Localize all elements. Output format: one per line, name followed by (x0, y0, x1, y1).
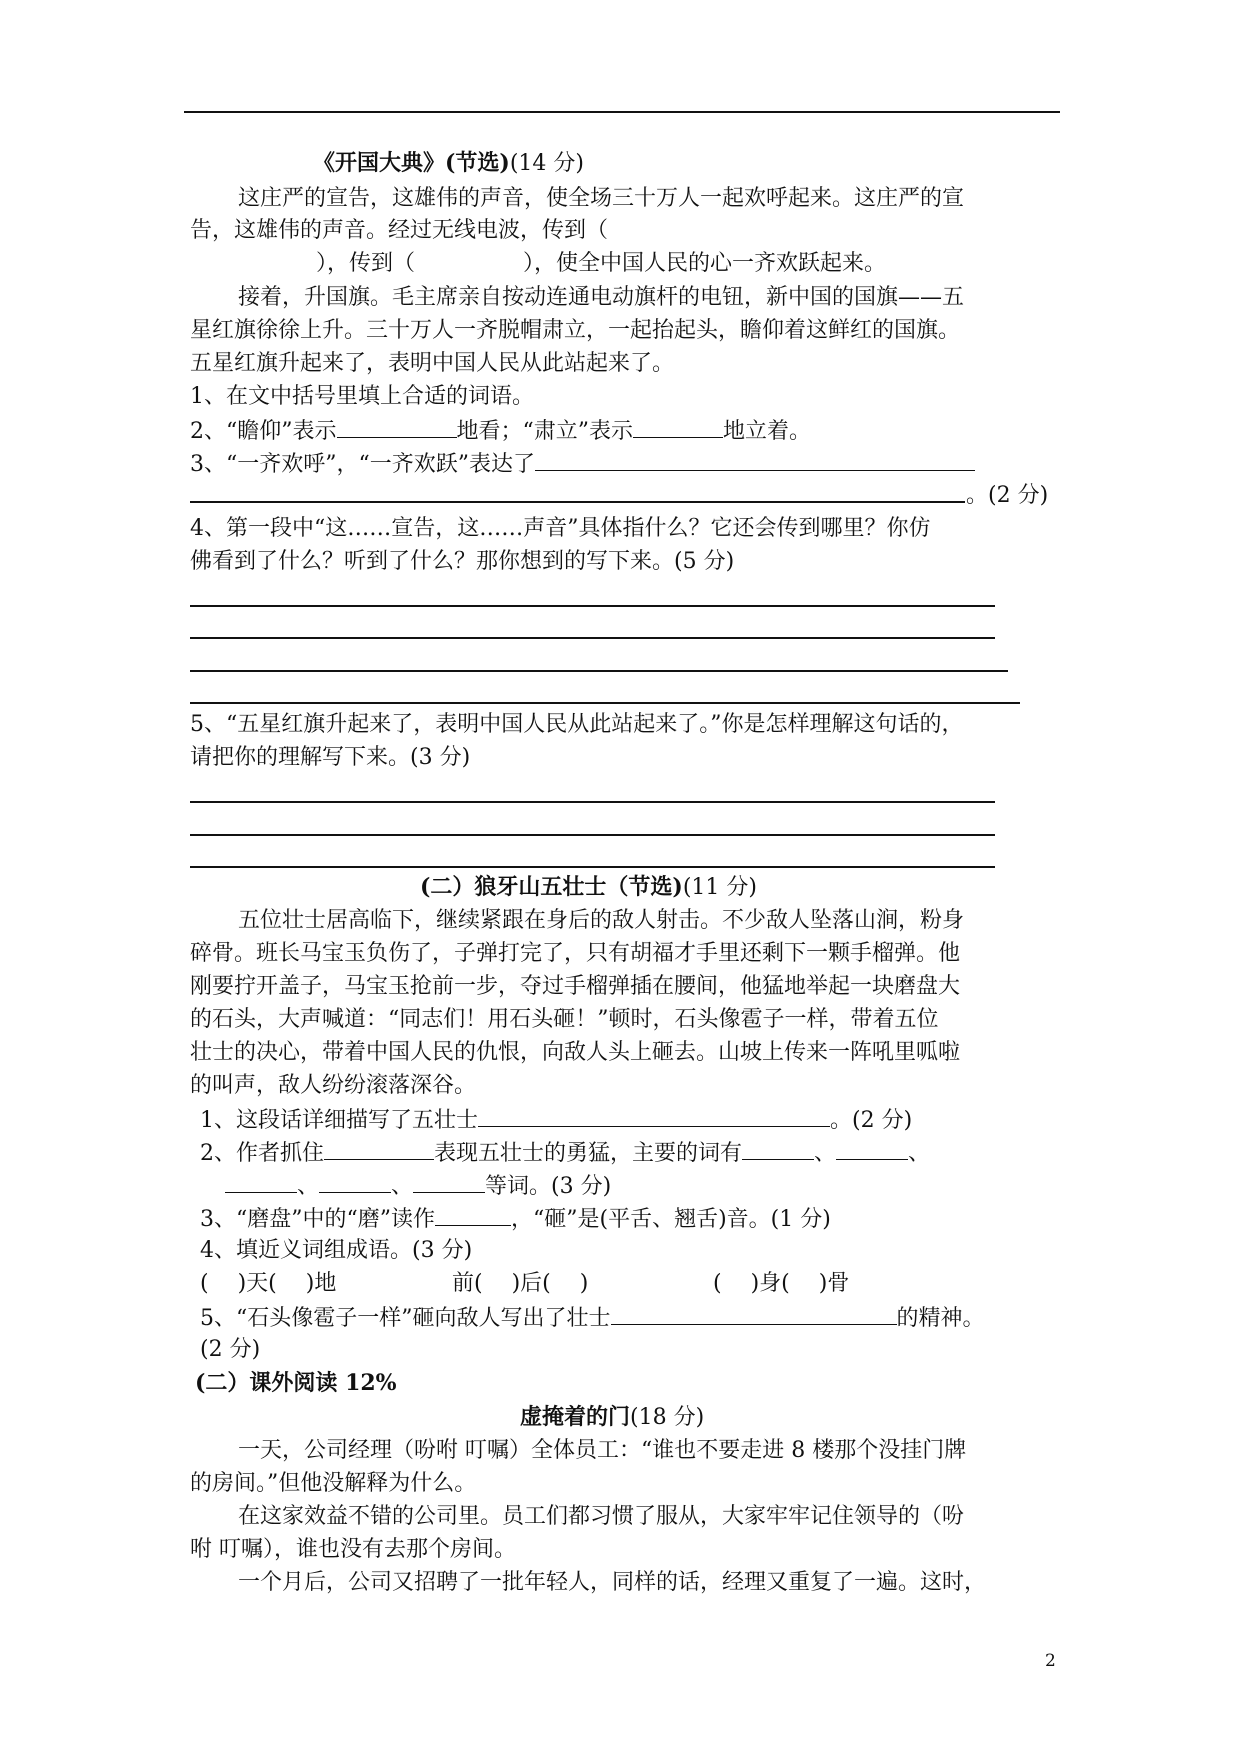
s3-p1-line1: 一天，公司经理（吩咐 叮嘱）全体员工：“谁也不要走进 8 楼那个没挂门牌 (238, 1438, 967, 1463)
answer-line[interactable] (190, 702, 1020, 704)
s2-q2-line1 (200, 1137, 930, 1169)
answer-line[interactable] (190, 670, 1008, 672)
s2-q4: 4、填近义词组成语。(3 分) (200, 1238, 473, 1263)
s1-q5-line2: 请把你的理解写下来。(3 分) (190, 745, 471, 770)
section3-score: (18 分) (630, 1405, 705, 1430)
s2-q4-idiom1: ( )天( )地 (200, 1271, 337, 1296)
s3-p3-line1: 一个月后，公司又招聘了一批年轻人，同样的话，经理又重复了一遍。这时， (238, 1570, 987, 1595)
s3-p1-line2: 的房间。”但他没解释为什么。 (190, 1471, 477, 1496)
s1-q2b: 地看；“肃立”表示 (456, 419, 633, 444)
section3-title: 虚掩着的门 (520, 1404, 631, 1430)
s2-q2f: 、 (391, 1174, 414, 1199)
answer-blank[interactable] (225, 1170, 297, 1193)
page-number: 2 (1045, 1651, 1056, 1671)
section2-score: (11 分) (682, 875, 757, 900)
s2-q5b: 的精神。 (896, 1306, 985, 1331)
s2-q2a: 2、作者抓住 (200, 1141, 324, 1166)
s2-q2d: 、 (908, 1141, 931, 1166)
s2-q3a: 3、“磨盘”中的“磨”读作 (200, 1207, 435, 1232)
s2-q5a: 5、“石头像雹子一样”砸向敌人写出了壮士 (200, 1306, 611, 1331)
s1-p1-line3b: ），使全中国人民的心一齐欢跃起来。 (523, 251, 887, 276)
s1-p1-line1: 这庄严的宣告，这雄伟的声音，使全场三十万人一起欢呼起来。这庄严的宣 (238, 186, 965, 211)
answer-blank[interactable] (337, 415, 457, 438)
s1-p2-line1: 接着，升国旗。毛主席亲自按动连通电动旗杆的电钮，新中国的国旗——五 (238, 285, 965, 310)
s2-q3 (200, 1203, 831, 1235)
s1-q4-line1: 4、第一段中“这……宣告，这……声音”具体指什么？它还会传到哪里？你仿 (190, 516, 931, 541)
s2-q5c: (2 分) (200, 1337, 261, 1362)
answer-blank[interactable] (435, 1203, 511, 1226)
section3-title-row (520, 1402, 704, 1433)
answer-line[interactable] (190, 801, 995, 803)
s1-q3b: 。(2 分) (966, 483, 1049, 508)
s1-p2-line2: 星红旗徐徐上升。三十万人一齐脱帽肃立，一起抬起头，瞻仰着这鲜红的国旗。 (190, 318, 961, 343)
s1-q1: 1、在文中括号里填上合适的词语。 (190, 384, 534, 409)
s2-q4-idiom3: ( )身( )骨 (713, 1271, 850, 1296)
section2-title: (二）狼牙山五壮士（节选) (420, 874, 683, 900)
section1-score: (14 分) (509, 151, 584, 176)
s3-p2-line2: 咐 叮嘱），谁也没有去那个房间。 (190, 1537, 516, 1562)
s1-p2-line3: 五星红旗升起来了，表明中国人民从此站起来了。 (190, 351, 675, 376)
s2-p-line2: 碎骨。班长马宝玉负伤了，子弹打完了，只有胡福才手里还剩下一颗手榴弹。他 (190, 941, 961, 966)
section3-heading: (二）课外阅读 12% (195, 1370, 397, 1396)
s1-q5-line1: 5、“五星红旗升起来了，表明中国人民从此站起来了。”你是怎样理解这句话的， (190, 712, 964, 737)
s2-q2c: 、 (814, 1141, 837, 1166)
s1-p1-line2: 告，这雄伟的声音。经过无线电波，传到（ (190, 218, 609, 243)
s1-q2 (190, 415, 811, 447)
answer-blank[interactable] (742, 1137, 814, 1160)
s1-q3a (190, 448, 975, 480)
s2-q1 (200, 1104, 912, 1136)
s1-q2c: 地立着。 (723, 419, 812, 444)
answer-blank[interactable] (535, 448, 975, 471)
s2-p-line6: 的叫声，敌人纷纷滚落深谷。 (190, 1073, 477, 1098)
answer-blank[interactable] (478, 1104, 830, 1127)
header-rule (184, 111, 1060, 113)
s1-p1-line3 (316, 249, 886, 279)
s2-q2b: 表现五壮士的勇猛，主要的词有 (434, 1141, 743, 1166)
answer-line[interactable] (190, 501, 965, 503)
s2-q2-line2 (225, 1170, 611, 1202)
s1-q2a: 2、“瞻仰”表示 (190, 419, 337, 444)
s1-q4-line2: 佛看到了什么？听到了什么？那你想到的写下来。(5 分) (190, 549, 735, 574)
answer-blank[interactable] (633, 415, 723, 438)
section2-heading (420, 872, 757, 903)
s2-q2g: 等词。(3 分) (485, 1174, 612, 1199)
s2-q4-idiom2: 前( )后( ) (452, 1271, 589, 1296)
s2-q5 (200, 1302, 985, 1334)
answer-blank[interactable] (611, 1302, 897, 1325)
s2-q3b: ，“砸”是(平舌、翘舌)音。(1 分) (511, 1207, 831, 1232)
s1-q3a-text: 3、“一齐欢呼”，“一齐欢跃”表达了 (190, 452, 535, 477)
section1-title: 《开国大典》(节选) (313, 150, 510, 176)
s2-p-line5: 壮士的决心，带着中国人民的仇恨，向敌人头上砸去。山坡上传来一阵吼里呱啦 (190, 1040, 961, 1065)
s2-p-line4: 的石头，大声喊道：“同志们！用石头砸！”顿时，石头像雹子一样，带着五位 (190, 1007, 939, 1032)
s2-p-line1: 五位壮士居高临下，继续紧跟在身后的敌人射击。不少敌人坠落山涧，粉身 (238, 908, 965, 933)
answer-blank[interactable] (836, 1137, 908, 1160)
answer-blank[interactable] (324, 1137, 434, 1160)
s2-q1a: 1、这段话详细描写了五壮士 (200, 1108, 478, 1133)
s2-p-line3: 刚要拧开盖子，马宝玉抢前一步，夺过手榴弹插在腰间，他猛地举起一块磨盘大 (190, 974, 961, 999)
s3-p2-line1: 在这家效益不错的公司里。员工们都习惯了服从，大家牢牢记住领导的（吩 (238, 1504, 965, 1529)
s2-q2e: 、 (297, 1174, 320, 1199)
answer-blank[interactable] (413, 1170, 485, 1193)
s2-q1b: 。(2 分) (830, 1108, 913, 1133)
answer-line[interactable] (190, 637, 995, 639)
s1-p1-line3a: ），传到（ (316, 251, 416, 276)
answer-line[interactable] (190, 866, 995, 868)
answer-blank[interactable] (319, 1170, 391, 1193)
section1-heading (313, 148, 584, 179)
answer-line[interactable] (190, 834, 995, 836)
answer-line[interactable] (190, 605, 995, 607)
